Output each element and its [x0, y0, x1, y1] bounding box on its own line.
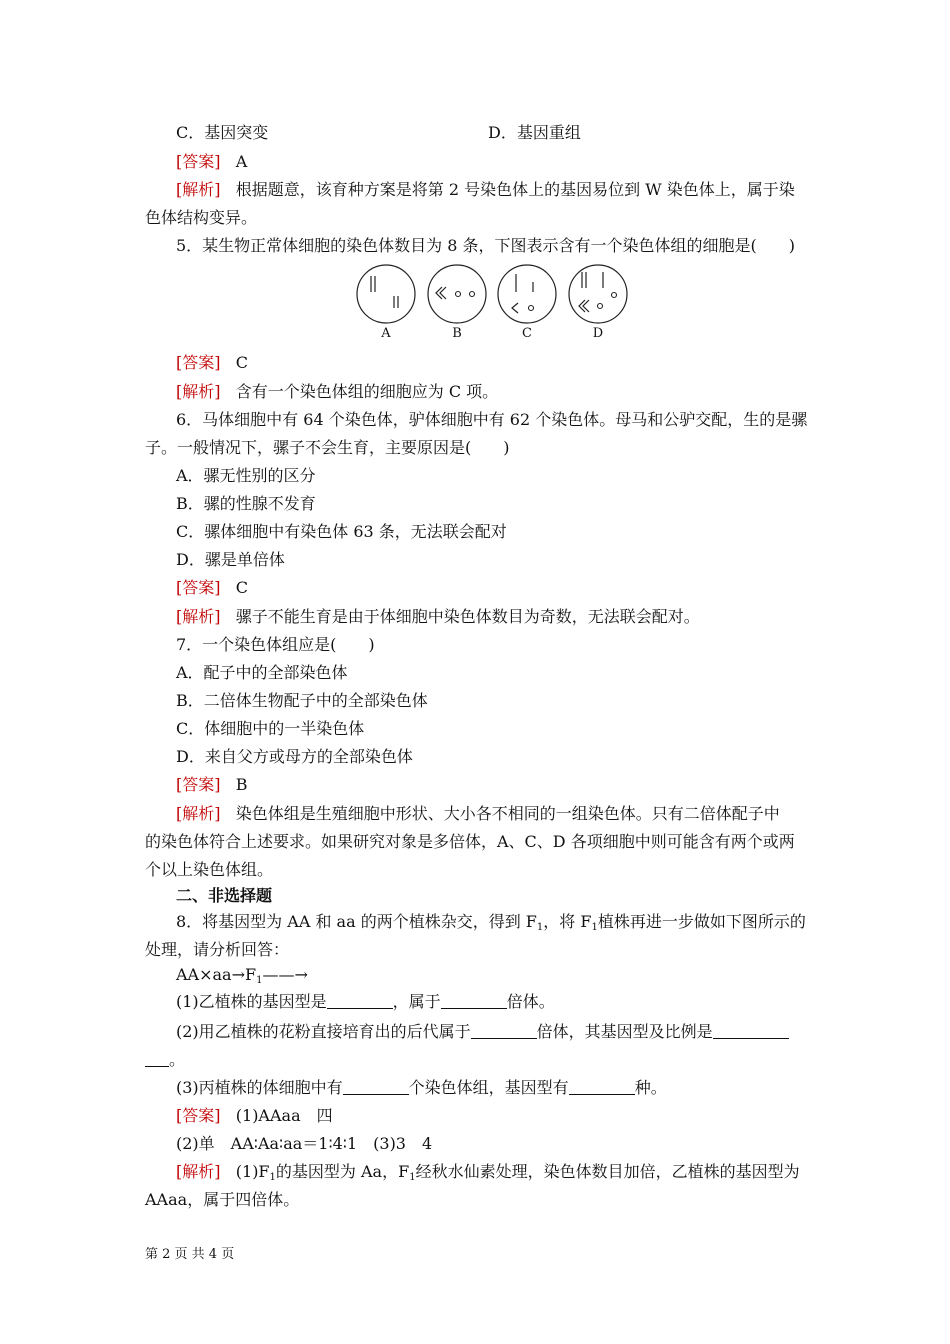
cell-c-label: C — [522, 326, 532, 341]
subscript: 1 — [536, 922, 544, 933]
q8-question-2-cont — [145, 1048, 185, 1072]
q8-text: 。 — [169, 1050, 186, 1069]
q6-analysis — [176, 605, 700, 629]
subscript: 1 — [409, 1172, 416, 1183]
q8-question-1 — [176, 990, 555, 1014]
q8-answer-cont: (2)单 AA∶Aa∶aa＝1∶4∶1 (3)3 4 — [176, 1134, 433, 1153]
arrow-icon: ——→ — [262, 965, 308, 984]
q5-analysis — [176, 380, 498, 404]
q5-answer — [176, 351, 248, 375]
q6-option-c: C．骡体细胞中有染色体 63 条，无法联会配对 — [176, 522, 507, 541]
analysis-tag: [解析] — [176, 1162, 221, 1181]
q4-answer — [176, 150, 247, 174]
cell-b-label: B — [452, 326, 462, 341]
q7-stem: 7．一个染色体组应是( ) — [176, 635, 375, 654]
q8-text: 个染色体组，基因型有 — [408, 1078, 569, 1097]
q4-options — [176, 121, 581, 145]
analysis-text: 骡子不能生育是由于体细胞中染色体数目为奇数，无法联会配对。 — [235, 607, 700, 626]
q8-text: (1)乙植株的基因型是 — [176, 992, 327, 1011]
q6-stem: 6．马体细胞中有 64 个染色体，驴体细胞中有 62 个染色体。母马和公驴交配，生的是骡 — [176, 410, 808, 429]
analysis-text: 的基因型为 Aa，F — [275, 1162, 410, 1181]
q8-text: 倍体，其基因型及比例是 — [536, 1022, 713, 1041]
answer-blank — [569, 1078, 635, 1095]
q8-text: 倍体。 — [506, 992, 555, 1011]
answer-blank — [441, 992, 507, 1009]
q8-question-2 — [176, 1020, 789, 1044]
q7-option-c: C．体细胞中的一半染色体 — [176, 719, 365, 738]
q8-text: (2)用乙植株的花粉直接培育出的后代属于 — [176, 1022, 471, 1041]
cell-d — [566, 262, 630, 346]
cell-a-drawing — [354, 262, 418, 326]
q6-option-a: A．骡无性别的区分 — [176, 466, 316, 485]
cell-diagram — [352, 262, 638, 346]
page-footer: 第 2 页 共 4 页 — [145, 1247, 235, 1262]
cell-b — [425, 262, 489, 346]
q8-stem-part: 8．将基因型为 AA 和 aa 的两个植株杂交，得到 F — [176, 912, 537, 931]
q8-analysis-cont: AAaa，属于四倍体。 — [145, 1190, 300, 1209]
q6-option-b: B．骡的性腺不发育 — [176, 494, 316, 513]
q8-stem-part: 植株再进一步做如下图所示的 — [597, 912, 806, 931]
analysis-tag: [解析] — [176, 607, 221, 626]
answer-blank — [471, 1022, 537, 1039]
analysis-tag: [解析] — [176, 382, 221, 401]
cell-a-label: A — [381, 326, 391, 341]
answer-text: A — [235, 152, 248, 171]
answer-text: (1)AAaa 四 — [235, 1106, 333, 1125]
answer-blank — [327, 992, 393, 1009]
q8-text: ，属于 — [392, 992, 441, 1011]
subscript: 1 — [591, 922, 598, 933]
analysis-text: (1)F — [235, 1162, 270, 1181]
cell-b-drawing — [425, 262, 489, 326]
q6-stem-cont: 子。一般情况下，骡子不会生育，主要原因是( ) — [145, 438, 510, 457]
answer-blank — [343, 1078, 409, 1095]
q8-question-3 — [176, 1076, 667, 1100]
subscript: 1 — [256, 975, 263, 986]
analysis-tag: [解析] — [176, 180, 221, 199]
q8-text: (3)丙植株的体细胞中有 — [176, 1078, 343, 1097]
q7-answer — [176, 773, 248, 797]
q8-stem-cont: 处理，请分析回答： — [145, 940, 290, 959]
analysis-text: 经秋水仙素处理，染色体数目加倍，乙植株的基因型为 — [415, 1162, 800, 1181]
analysis-text: 含有一个染色体组的细胞应为 C 项。 — [235, 382, 499, 401]
flow-text: AA×aa→F — [176, 965, 257, 984]
answer-text: C — [235, 578, 249, 597]
q8-stem-part: ，将 F — [543, 912, 592, 931]
q7-option-d: D．来自父方或母方的全部染色体 — [176, 747, 413, 766]
q8-flow — [176, 963, 308, 993]
q7-analysis-cont-1: 的染色体符合上述要求。如果研究对象是多倍体，A、C、D 各项细胞中则可能含有两个或两 — [145, 832, 795, 851]
answer-tag: [答案] — [176, 578, 221, 597]
q8-analysis — [176, 1160, 800, 1190]
q4-analysis — [176, 178, 795, 202]
cell-c — [495, 262, 559, 346]
cell-a — [354, 262, 418, 346]
q6-option-d: D．骡是单倍体 — [176, 550, 285, 569]
cell-c-drawing — [495, 262, 559, 326]
answer-blank — [145, 1050, 169, 1067]
q7-analysis-cont-2: 个以上染色体组。 — [145, 860, 274, 879]
q7-option-b: B．二倍体生物配子中的全部染色体 — [176, 691, 428, 710]
q4-option-d: D．基因重组 — [488, 123, 581, 142]
answer-tag: [答案] — [176, 353, 221, 372]
q7-analysis — [176, 802, 780, 826]
q6-answer — [176, 576, 248, 600]
answer-tag: [答案] — [176, 775, 221, 794]
q8-stem — [176, 910, 806, 940]
q5-stem: 5．某生物正常体细胞的染色体数目为 8 条，下图表示含有一个染色体组的细胞是( ) — [176, 236, 796, 255]
section-title: 二、非选择题 — [176, 886, 273, 905]
q7-option-a: A．配子中的全部染色体 — [176, 663, 348, 682]
q8-text: 种。 — [634, 1078, 667, 1097]
subscript: 1 — [269, 1172, 276, 1183]
analysis-tag: [解析] — [176, 804, 221, 823]
q4-analysis-cont: 色体结构变异。 — [145, 208, 258, 227]
q8-answer — [176, 1104, 333, 1128]
analysis-text: 染色体组是生殖细胞中形状、大小各不相同的一组染色体。只有二倍体配子中 — [235, 804, 780, 823]
answer-text: B — [235, 775, 248, 794]
cell-d-drawing — [566, 262, 630, 326]
answer-blank — [713, 1022, 789, 1039]
answer-text: C — [235, 353, 249, 372]
q4-option-c: C．基因突变 — [176, 123, 269, 142]
cell-d-label: D — [592, 326, 604, 341]
answer-tag: [答案] — [176, 1106, 221, 1125]
answer-tag: [答案] — [176, 152, 221, 171]
analysis-text: 根据题意，该育种方案是将第 2 号染色体上的基因易位到 W 染色体上，属于染 — [235, 180, 795, 199]
